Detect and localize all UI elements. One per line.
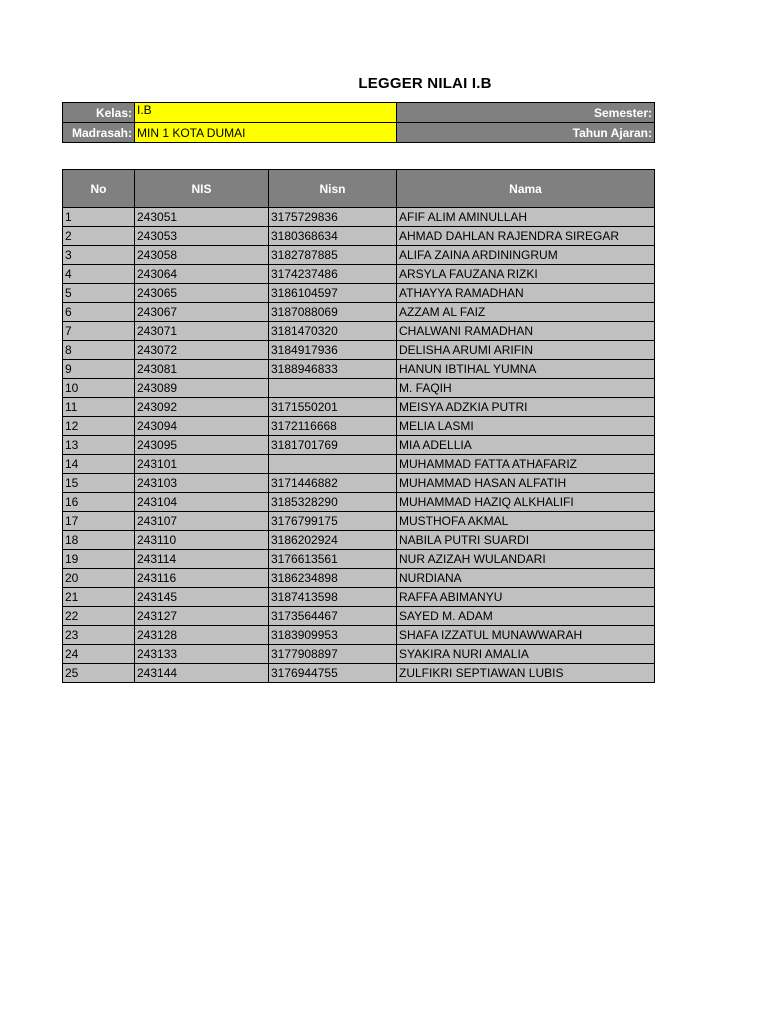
cell-no[interactable]: 17 — [63, 512, 135, 531]
cell-nis[interactable]: 243144 — [135, 664, 269, 683]
cell-nama[interactable]: SYAKIRA NURI AMALIA — [397, 645, 655, 664]
cell-no[interactable]: 8 — [63, 341, 135, 360]
cell-nama[interactable]: SAYED M. ADAM — [397, 607, 655, 626]
table-row — [63, 436, 655, 455]
cell-no[interactable]: 20 — [63, 569, 135, 588]
table-row — [63, 208, 655, 227]
page-title: LEGGER NILAI I.B — [358, 75, 492, 92]
cell-nis[interactable]: 243081 — [135, 360, 269, 379]
cell-nama[interactable]: AFIF ALIM AMINULLAH — [397, 208, 655, 227]
table-row — [63, 398, 655, 417]
cell-nisn[interactable]: 3176799175 — [269, 512, 397, 531]
cell-nama[interactable]: ATHAYYA RAMADHAN — [397, 284, 655, 303]
cell-nisn[interactable]: 3176613561 — [269, 550, 397, 569]
cell-nis[interactable]: 243065 — [135, 284, 269, 303]
cell-nisn[interactable]: 3180368634 — [269, 227, 397, 246]
madrasah-row — [63, 123, 655, 143]
cell-nama[interactable]: NUR AZIZAH WULANDARI — [397, 550, 655, 569]
cell-nis[interactable]: 243058 — [135, 246, 269, 265]
cell-nis[interactable]: 243107 — [135, 512, 269, 531]
cell-no[interactable]: 24 — [63, 645, 135, 664]
table-row — [63, 645, 655, 664]
cell-nisn[interactable]: 3186234898 — [269, 569, 397, 588]
header-nama: Nama — [397, 170, 655, 208]
cell-nama[interactable]: M. FAQIH — [397, 379, 655, 398]
cell-nis[interactable]: 243104 — [135, 493, 269, 512]
cell-nis[interactable]: 243064 — [135, 265, 269, 284]
cell-nisn[interactable] — [269, 455, 397, 474]
cell-nisn[interactable]: 3182787885 — [269, 246, 397, 265]
table-row — [63, 455, 655, 474]
table-row — [63, 246, 655, 265]
cell-no[interactable]: 21 — [63, 588, 135, 607]
cell-nisn[interactable]: 3171446882 — [269, 474, 397, 493]
cell-nisn[interactable]: 3175729836 — [269, 208, 397, 227]
kelas-label: Kelas: — [63, 103, 135, 123]
table-row — [63, 493, 655, 512]
cell-nis[interactable]: 243128 — [135, 626, 269, 645]
header-nisn: Nisn — [269, 170, 397, 208]
cell-nis[interactable]: 243072 — [135, 341, 269, 360]
student-rows — [63, 208, 655, 683]
cell-nis[interactable]: 243101 — [135, 455, 269, 474]
cell-no[interactable]: 1 — [63, 208, 135, 227]
cell-nama[interactable]: ARSYLA FAUZANA RIZKI — [397, 265, 655, 284]
tahun-ajaran-label: Tahun Ajaran: — [397, 123, 655, 143]
cell-nama[interactable]: AZZAM AL FAIZ — [397, 303, 655, 322]
cell-no[interactable]: 15 — [63, 474, 135, 493]
kelas-value[interactable]: I.B — [135, 103, 397, 123]
cell-nis[interactable]: 243053 — [135, 227, 269, 246]
cell-nama[interactable]: MIA ADELLIA — [397, 436, 655, 455]
table-row — [63, 265, 655, 284]
cell-nis[interactable]: 243071 — [135, 322, 269, 341]
table-row — [63, 474, 655, 493]
cell-nama[interactable]: SHAFA IZZATUL MUNAWWARAH — [397, 626, 655, 645]
cell-nama[interactable]: CHALWANI RAMADHAN — [397, 322, 655, 341]
cell-nis[interactable]: 243094 — [135, 417, 269, 436]
cell-nis[interactable]: 243103 — [135, 474, 269, 493]
kelas-row — [63, 103, 655, 123]
cell-nisn[interactable]: 3186202924 — [269, 531, 397, 550]
table-row — [63, 341, 655, 360]
cell-no[interactable]: 18 — [63, 531, 135, 550]
table-row — [63, 303, 655, 322]
cell-no[interactable]: 10 — [63, 379, 135, 398]
cell-nis[interactable]: 243051 — [135, 208, 269, 227]
cell-nis[interactable]: 243127 — [135, 607, 269, 626]
cell-no[interactable]: 3 — [63, 246, 135, 265]
cell-nama[interactable]: MUHAMMAD HAZIQ ALKHALIFI — [397, 493, 655, 512]
cell-nisn[interactable] — [269, 379, 397, 398]
cell-nis[interactable]: 243145 — [135, 588, 269, 607]
table-row — [63, 550, 655, 569]
table-row — [63, 531, 655, 550]
table-row — [63, 379, 655, 398]
cell-no[interactable]: 5 — [63, 284, 135, 303]
table-row — [63, 664, 655, 683]
cell-nisn[interactable]: 3186104597 — [269, 284, 397, 303]
cell-nama[interactable]: AHMAD DAHLAN RAJENDRA SIREGAR — [397, 227, 655, 246]
cell-no[interactable]: 13 — [63, 436, 135, 455]
cell-nis[interactable]: 243095 — [135, 436, 269, 455]
cell-no[interactable]: 12 — [63, 417, 135, 436]
cell-no[interactable]: 22 — [63, 607, 135, 626]
cell-nama[interactable]: HANUN IBTIHAL YUMNA — [397, 360, 655, 379]
cell-nisn[interactable]: 3187413598 — [269, 588, 397, 607]
cell-no[interactable]: 11 — [63, 398, 135, 417]
cell-nisn[interactable]: 3181701769 — [269, 436, 397, 455]
table-row — [63, 588, 655, 607]
cell-no[interactable]: 19 — [63, 550, 135, 569]
table-row — [63, 417, 655, 436]
cell-nama[interactable]: MUSTHOFA AKMAL — [397, 512, 655, 531]
table-row — [63, 626, 655, 645]
madrasah-value[interactable]: MIN 1 KOTA DUMAI — [135, 123, 397, 143]
cell-nis[interactable]: 243114 — [135, 550, 269, 569]
table-header-row — [63, 170, 655, 208]
cell-nama[interactable]: DELISHA ARUMI ARIFIN — [397, 341, 655, 360]
cell-nama[interactable]: ZULFIKRI SEPTIAWAN LUBIS — [397, 664, 655, 683]
table-row — [63, 284, 655, 303]
cell-nama[interactable]: NURDIANA — [397, 569, 655, 588]
cell-nama[interactable]: NABILA PUTRI SUARDI — [397, 531, 655, 550]
header-nis: NIS — [135, 170, 269, 208]
semester-label: Semester: — [397, 103, 655, 123]
cell-nis[interactable]: 243089 — [135, 379, 269, 398]
cell-nama[interactable]: RAFFA ABIMANYU — [397, 588, 655, 607]
cell-no[interactable]: 4 — [63, 265, 135, 284]
cell-nisn[interactable]: 3181470320 — [269, 322, 397, 341]
cell-nisn[interactable]: 3176944755 — [269, 664, 397, 683]
cell-no[interactable]: 2 — [63, 227, 135, 246]
table-row — [63, 512, 655, 531]
cell-nama[interactable]: MELIA LASMI — [397, 417, 655, 436]
cell-no[interactable]: 9 — [63, 360, 135, 379]
cell-no[interactable]: 14 — [63, 455, 135, 474]
cell-nisn[interactable]: 3177908897 — [269, 645, 397, 664]
cell-nisn[interactable]: 3174237486 — [269, 265, 397, 284]
cell-nama[interactable]: ALIFA ZAINA ARDININGRUM — [397, 246, 655, 265]
cell-nis[interactable]: 243133 — [135, 645, 269, 664]
cell-nama[interactable]: MUHAMMAD FATTA ATHAFARIZ — [397, 455, 655, 474]
cell-nisn[interactable]: 3187088069 — [269, 303, 397, 322]
cell-nisn[interactable]: 3173564467 — [269, 607, 397, 626]
cell-nis[interactable]: 243110 — [135, 531, 269, 550]
table-row — [63, 227, 655, 246]
cell-nisn[interactable]: 3183909953 — [269, 626, 397, 645]
class-info-table — [62, 102, 655, 143]
cell-no[interactable]: 16 — [63, 493, 135, 512]
cell-nis[interactable]: 243116 — [135, 569, 269, 588]
cell-nama[interactable]: MEISYA ADZKIA PUTRI — [397, 398, 655, 417]
cell-nisn[interactable]: 3171550201 — [269, 398, 397, 417]
cell-no[interactable]: 7 — [63, 322, 135, 341]
header-no: No — [63, 170, 135, 208]
table-row — [63, 607, 655, 626]
cell-nisn[interactable]: 3184917936 — [269, 341, 397, 360]
madrasah-label: Madrasah: — [63, 123, 135, 143]
cell-nama[interactable]: MUHAMMAD HASAN ALFATIH — [397, 474, 655, 493]
cell-nisn[interactable]: 3188946833 — [269, 360, 397, 379]
cell-no[interactable]: 6 — [63, 303, 135, 322]
cell-nis[interactable]: 243067 — [135, 303, 269, 322]
cell-nis[interactable]: 243092 — [135, 398, 269, 417]
cell-no[interactable]: 23 — [63, 626, 135, 645]
table-row — [63, 360, 655, 379]
cell-nisn[interactable]: 3172116668 — [269, 417, 397, 436]
student-table — [62, 169, 655, 683]
table-row — [63, 322, 655, 341]
cell-no[interactable]: 25 — [63, 664, 135, 683]
table-row — [63, 569, 655, 588]
cell-nisn[interactable]: 3185328290 — [269, 493, 397, 512]
